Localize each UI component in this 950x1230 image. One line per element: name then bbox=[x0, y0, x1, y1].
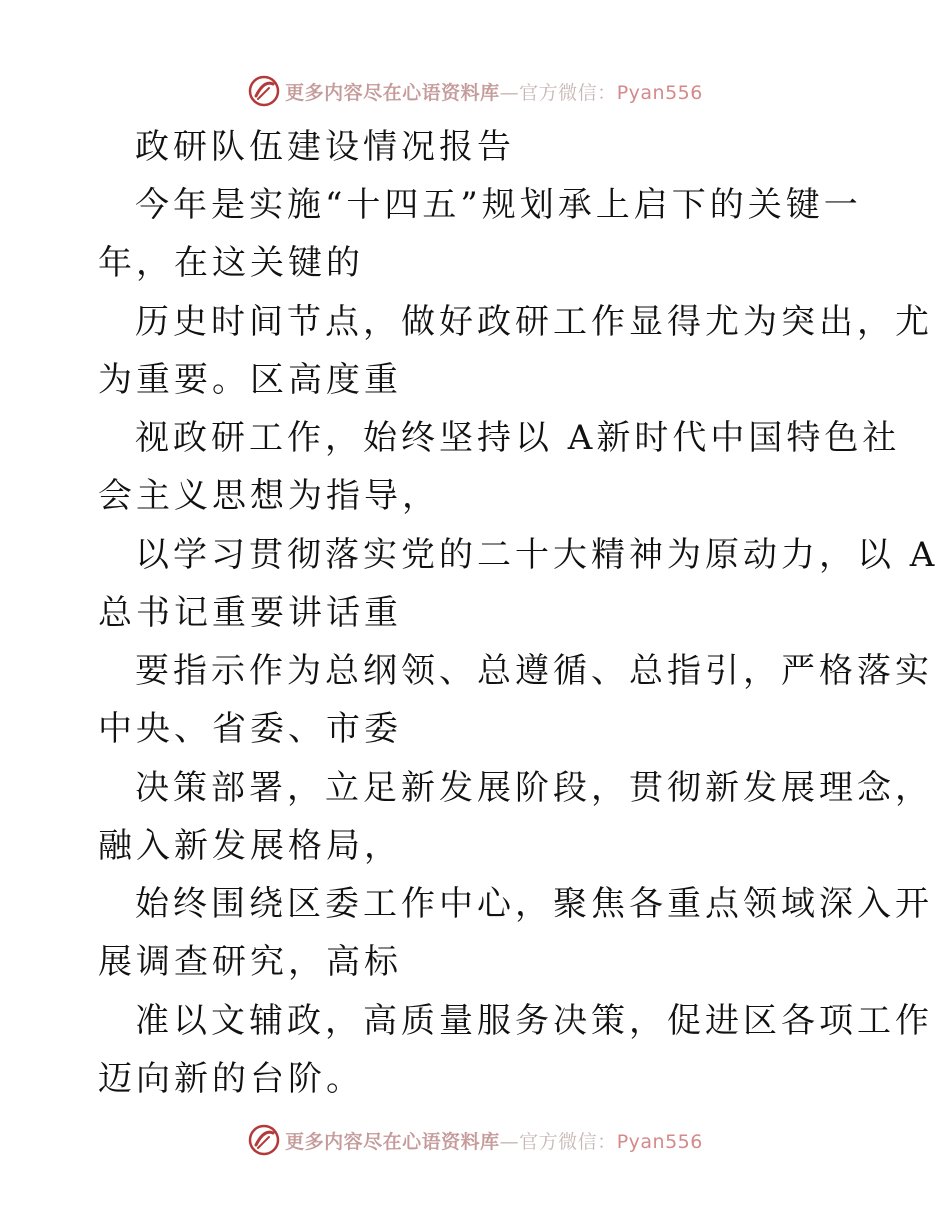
watermark-id: Pyan556 bbox=[616, 1130, 703, 1153]
watermark-main: 更多内容尽在心语资料库 bbox=[285, 1130, 500, 1153]
logo-icon bbox=[247, 1123, 281, 1157]
paragraph-line: 总书记重要讲话重 bbox=[98, 593, 402, 633]
paragraph-line: 展调查研究，高标 bbox=[98, 942, 402, 982]
paragraph-line: 会主义思想为指导， bbox=[98, 476, 440, 516]
paragraph-line: 准以文辅政，高质量服务决策，促进区各项工作 bbox=[135, 1001, 933, 1041]
paragraph-line: 以学习贯彻落实党的二十大精神为原动力，以 A bbox=[135, 535, 939, 575]
paragraph-line: 中央、省委、市委 bbox=[98, 709, 402, 749]
paragraph-line: 始终围绕区委工作中心，聚焦各重点领域深入开 bbox=[135, 884, 933, 924]
logo-icon bbox=[247, 74, 281, 108]
watermark-separator: —官方微信： bbox=[499, 81, 617, 104]
paragraph-line: 决策部署，立足新发展阶段，贯彻新发展理念， bbox=[135, 768, 933, 808]
watermark-id: Pyan556 bbox=[616, 81, 703, 104]
paragraph-line: 要指示作为总纲领、总遵循、总指引，严格落实 bbox=[135, 651, 933, 691]
footer-watermark bbox=[0, 1120, 950, 1160]
paragraph-line: 迈向新的台阶。 bbox=[98, 1059, 364, 1099]
document-title: 政研队伍建设情况报告 bbox=[135, 127, 515, 167]
paragraph-line: 年，在这关键的 bbox=[98, 243, 364, 283]
watermark-text bbox=[285, 1127, 703, 1154]
header-watermark bbox=[0, 71, 950, 111]
paragraph-line: 视政研工作，始终坚持以 A新时代中国特色社 bbox=[135, 418, 901, 458]
paragraph-line: 为重要。区高度重 bbox=[98, 360, 402, 400]
paragraph-line: 今年是实施“十四五”规划承上启下的关键一 bbox=[135, 185, 862, 225]
watermark-text bbox=[285, 78, 703, 105]
watermark-separator: —官方微信： bbox=[499, 1130, 617, 1153]
watermark-main: 更多内容尽在心语资料库 bbox=[285, 81, 500, 104]
paragraph-line: 历史时间节点，做好政研工作显得尤为突出，尤 bbox=[135, 302, 933, 342]
paragraph-line: 融入新发展格局， bbox=[98, 826, 402, 866]
